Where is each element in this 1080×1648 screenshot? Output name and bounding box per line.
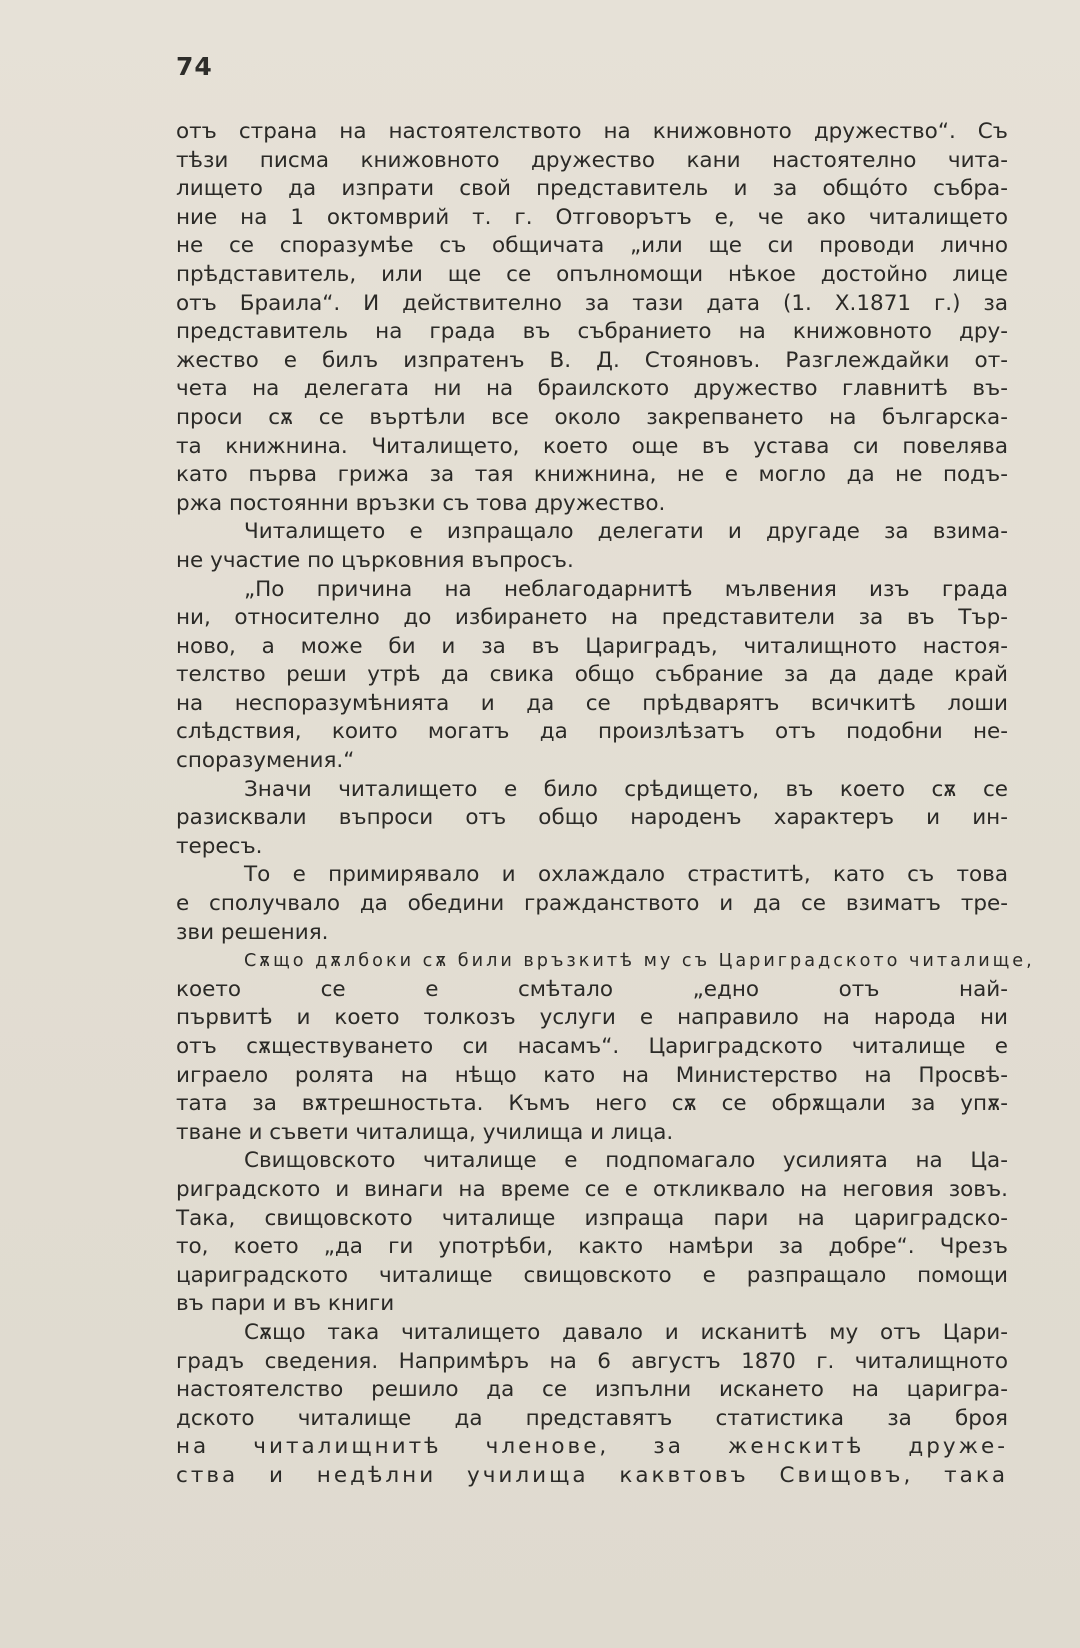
text-line: не участие по църковния въпросъ. xyxy=(176,547,574,573)
text-line: отъ сѫществуването си насамъ“. Цариградското читалище е xyxy=(176,1034,1008,1059)
text-line: та книжнина. Читалището, което още въ устава си повелява xyxy=(176,433,1008,459)
text-line: тересъ. xyxy=(176,833,263,859)
text-line: ства и недѣлни училища каквтовъ Свищовъ, така xyxy=(176,1462,1008,1488)
text-line: „По причина на неблагодарнитѣ мълвения изъ града xyxy=(244,576,1008,602)
text-line: ние на 1 октомврий т. г. Отговорътъ е, че ако читалището xyxy=(176,204,1008,230)
text-line: зви решения. xyxy=(176,919,329,945)
text-line: тване и съвети читалища, училища и лица. xyxy=(176,1119,674,1145)
text-line: на неспоразумѣнията и да се прѣдварятъ всичкитѣ лоши xyxy=(176,690,1008,716)
text-line: Значи читалището е било срѣдището, въ което сѫ се xyxy=(244,776,1008,802)
text-line: тѣзи писма книжовното дружество кани настоятелно чита- xyxy=(176,147,1008,173)
text-line: първитѣ и което толкозъ услуги е направило на народа ни xyxy=(176,1005,1008,1031)
text-line: Читалището е изпращало делегати и другаде за взима- xyxy=(244,519,1008,545)
text-line: което се е смѣтало „едно отъ най- xyxy=(176,976,1008,1002)
text-line: Сѫщо така читалището давало и исканитѣ му отъ Цари- xyxy=(244,1319,1008,1345)
text-line: отъ страна на настоятелството на книжовното дружество“. Съ xyxy=(176,119,1008,144)
text-line: тата за вѫтрешностьта. Къмъ него сѫ се обрѫщали за упѫ- xyxy=(176,1091,1008,1117)
text-line: чета на делегата ни на браилското дружество главнитѣ въ- xyxy=(176,376,1008,402)
text-line: въ пари и въ книги xyxy=(176,1291,395,1317)
text-line: градъ сведения. Напримѣръ на 6 августъ 1870 г. читалищното xyxy=(176,1348,1008,1374)
text-line: Сѫщо дѫлбоки сѫ били връзкитѣ му съ Цариградското читалище, xyxy=(244,951,1035,972)
text-line: То е примирявало и охлаждало страститѣ, като съ това xyxy=(244,862,1008,888)
text-line: играело ролята на нѣщо като на Министерство на Просвѣ- xyxy=(176,1062,1008,1088)
text-line: Свищовското читалище е подпомагало усилията на Ца- xyxy=(244,1148,1008,1174)
text-line: споразумения.“ xyxy=(176,748,355,774)
text-line: отъ Браила“. И действително за тази дата (1. X.1871 г.) за xyxy=(176,290,1008,316)
text-line: прѣдставитель, или ще се опълномощи нѣкое достойно лице xyxy=(176,261,1008,287)
text-line: като първа грижа за тая книжнина, не е могло да не подъ- xyxy=(176,462,1008,488)
text-line: дското читалище да представятъ статистика за броя xyxy=(176,1405,1008,1431)
text-line: ржа постоянни връзки съ това дружество. xyxy=(176,490,666,516)
text-line: проси сѫ се въртѣли все около закрепването на българска- xyxy=(176,404,1008,430)
text-line: слѣдствия, които могатъ да произлѣзатъ отъ подобни не- xyxy=(176,719,1008,745)
text-line: не се споразумѣе съ общичата „или ще си проводи лично xyxy=(176,233,1008,259)
text-line: цариградското читалище свищовското е разпращало помощи xyxy=(176,1262,1008,1288)
text-line: ново, а може би и за въ Цариградъ, читалищното настоя- xyxy=(176,633,1008,659)
text-line: телство реши утрѣ да свика общо събрание за да даде край xyxy=(176,662,1008,688)
text-line: на читалищнитѣ членове, за женскитѣ друже- xyxy=(176,1434,1008,1460)
text-line: настоятелство решило да се изпълни искането на царигра- xyxy=(176,1377,1008,1403)
text-line: риградското и винаги на време се е откликвало на неговия зовъ. xyxy=(176,1176,1008,1202)
text-line: Така, свищовското читалище изпраща пари на цариградско- xyxy=(176,1205,1008,1231)
text-line: разисквали въпроси отъ общо народенъ характеръ и ин- xyxy=(176,805,1008,831)
body-text xyxy=(176,118,1035,1491)
text-line: лището да изпрати свой представитель и за общóто събра- xyxy=(176,176,1008,202)
text-line: представитель на града въ събранието на книжовното дру- xyxy=(176,319,1008,345)
text-line: жество е билъ изпратенъ В. Д. Стояновъ. Разглеждайки от- xyxy=(176,347,1008,373)
text-line: то, което „да ги употрѣби, както намѣри за добре“. Чрезъ xyxy=(176,1234,1008,1260)
text-line: ни, относително до избирането на представители за въ Тър- xyxy=(176,605,1008,631)
page-number: 74 xyxy=(176,52,213,81)
text-line: е сполучвало да обедини гражданството и да се взиматъ тре- xyxy=(176,891,1008,917)
